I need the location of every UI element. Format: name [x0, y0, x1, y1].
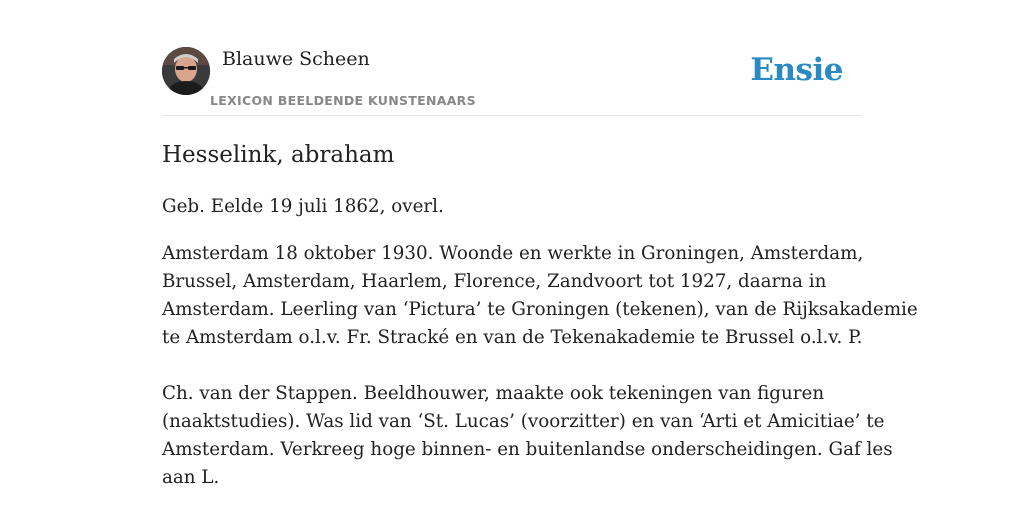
paragraph-line: Amsterdam. Leerling van ‘Pictura’ te Groningen (tekenen), van de Rijksakademie — [162, 299, 918, 320]
article-paragraph — [162, 193, 862, 221]
paragraph-line: Brussel, Amsterdam, Haarlem, Florence, Zandvoort tot 1927, daarna in — [162, 271, 827, 292]
paragraph-line: Amsterdam 18 oktober 1930. Woonde en werkte in Groningen, Amsterdam, — [162, 243, 864, 264]
article-card — [162, 44, 918, 492]
paragraph-line: Ch. van der Stappen. Beeldhouwer, maakte ook tekeningen van figuren — [162, 383, 825, 404]
paragraph-line: te Amsterdam o.l.v. Fr. Stracké en van de Tekenakademie te Brussel o.l.v. P. — [162, 327, 863, 348]
article-header — [162, 44, 862, 116]
paragraph-line: Amsterdam. Verkreeg hoge binnen- en buitenlandse onderscheidingen. Gaf les — [162, 439, 893, 460]
article-title: Hesselink, abraham — [162, 142, 395, 168]
article-paragraph — [162, 380, 893, 492]
brand-logo[interactable]: Ensie — [750, 52, 843, 88]
article-paragraph — [162, 240, 918, 352]
author-avatar[interactable] — [162, 47, 210, 95]
avatar-photo — [162, 47, 210, 95]
category-label[interactable]: LEXICON BEELDENDE KUNSTENAARS — [210, 93, 476, 108]
paragraph-line: aan L. — [162, 467, 220, 488]
author-name[interactable]: Blauwe Scheen — [222, 48, 370, 70]
paragraph-line: (naaktstudies). Was lid van ‘St. Lucas’ (voorzitter) en van ‘Arti et Amicitiae’ te — [162, 411, 885, 432]
paragraph-line: Geb. Eelde 19 juli 1862, overl. — [162, 196, 444, 217]
